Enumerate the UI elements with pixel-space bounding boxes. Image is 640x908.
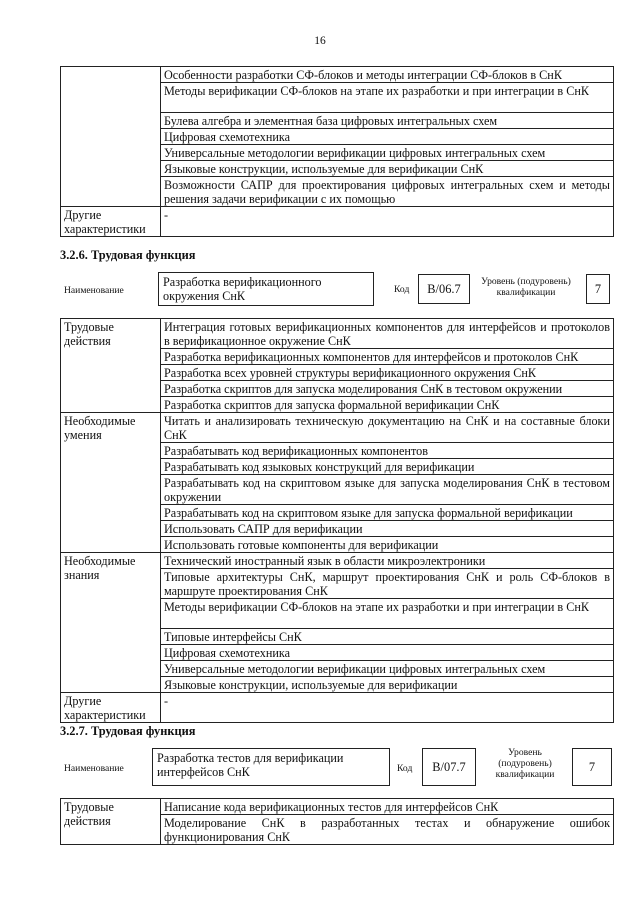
name-label: Наименование — [64, 285, 124, 296]
knowledge-item: Языковые конструкции, используемые для верификации — [161, 677, 614, 693]
page-number: 16 — [314, 35, 326, 47]
knowledge-item: Языковые конструкции, используемые для верификации СнК — [161, 161, 614, 177]
skill-item: Разрабатывать код верификационных компонентов — [161, 443, 614, 459]
empty-label-cell — [61, 67, 161, 207]
labor-action-item: Разработка скриптов для запуска формальной верификации СнК — [161, 397, 614, 413]
knowledge-continuation-table — [60, 66, 614, 237]
function-table-327 — [60, 798, 614, 845]
skill-item: Разрабатывать код языковых конструкций для верификации — [161, 459, 614, 475]
knowledge-item: Универсальные методологии верификации цифровых интегральных схем — [161, 145, 614, 161]
knowledge-item: Цифровая схемотехника — [161, 645, 614, 661]
level-box: 7 — [572, 748, 612, 786]
knowledge-item: Типовые архитектуры СнК, маршрут проектирования СнК и роль СФ-блоков в маршруте проектирования СнК — [161, 569, 614, 599]
knowledge-item: Технический иностранный язык в области микроэлектроники — [161, 553, 614, 569]
labor-action-item: Разработка скриптов для запуска моделирования СнК в тестовом окружении — [161, 381, 614, 397]
knowledge-item: Универсальные методологии верификации цифровых интегральных схем — [161, 661, 614, 677]
function-name-box: Разработка верификационного окружения СнК — [158, 272, 374, 306]
labor-action-item: Разработка верификационных компонентов для интерфейсов и протоколов СнК — [161, 349, 614, 365]
labor-action-item: Разработка всех уровней структуры верификационного окружения СнК — [161, 365, 614, 381]
other-characteristics-value: - — [161, 693, 614, 723]
labor-actions-label: Трудовые действия — [61, 319, 161, 413]
code-box: B/06.7 — [418, 274, 470, 304]
skill-item: Читать и анализировать техническую документацию на СнК и на составные блоки СнК — [161, 413, 614, 443]
required-skills-label: Необходимые умения — [61, 413, 161, 553]
knowledge-item: Булева алгебра и элементная база цифровых интегральных схем — [161, 113, 614, 129]
section-heading-327: 3.2.7. Трудовая функция — [60, 724, 196, 738]
other-characteristics-value: - — [161, 207, 614, 237]
knowledge-item: Методы верификации СФ-блоков на этапе их разработки и при интеграции в СнК — [161, 599, 614, 629]
labor-action-item: Моделирование СнК в разработанных тестах и обнаружение ошибок функционирования СнК — [161, 815, 614, 845]
other-characteristics-label: Другие характеристики — [61, 693, 161, 723]
code-label: Код — [397, 763, 413, 774]
labor-action-item: Интеграция готовых верификационных компонентов для интерфейсов и протоколов в верификационное окружение СнК — [161, 319, 614, 349]
labor-actions-label: Трудовые действия — [61, 799, 161, 845]
labor-action-item: Написание кода верификационных тестов для интерфейсов СнК — [161, 799, 614, 815]
level-box: 7 — [586, 274, 610, 304]
name-label: Наименование — [64, 763, 124, 774]
knowledge-item: Возможности САПР для проектирования цифровых интегральных схем и методы решения задачи верификации с их помощью — [161, 177, 614, 207]
other-characteristics-label: Другие характеристики — [61, 207, 161, 237]
required-knowledge-label: Необходимые знания — [61, 553, 161, 693]
skill-item: Использовать готовые компоненты для верификации — [161, 537, 614, 553]
function-header-326 — [60, 272, 620, 306]
knowledge-item: Особенности разработки СФ-блоков и методы интеграции СФ-блоков в СнК — [161, 67, 614, 83]
function-header-327 — [60, 746, 620, 788]
skill-item: Разрабатывать код на скриптовом языке для запуска формальной верификации — [161, 505, 614, 521]
knowledge-item: Цифровая схемотехника — [161, 129, 614, 145]
code-box: B/07.7 — [422, 748, 476, 786]
section-heading-326: 3.2.6. Трудовая функция — [60, 248, 196, 262]
code-label: Код — [394, 284, 410, 295]
level-label: Уровень (подуровень) квалификации — [495, 747, 555, 780]
function-table-326 — [60, 318, 614, 723]
skill-item: Разрабатывать код на скриптовом языке для запуска моделирования СнК в тестовом окружении — [161, 475, 614, 505]
level-label: Уровень (подуровень) квалификации — [481, 276, 571, 298]
function-name-box: Разработка тестов для верификации интерфейсов СнК — [152, 748, 390, 786]
knowledge-item: Методы верификации СФ-блоков на этапе их разработки и при интеграции в СнК — [161, 83, 614, 113]
skill-item: Использовать САПР для верификации — [161, 521, 614, 537]
knowledge-item: Типовые интерфейсы СнК — [161, 629, 614, 645]
